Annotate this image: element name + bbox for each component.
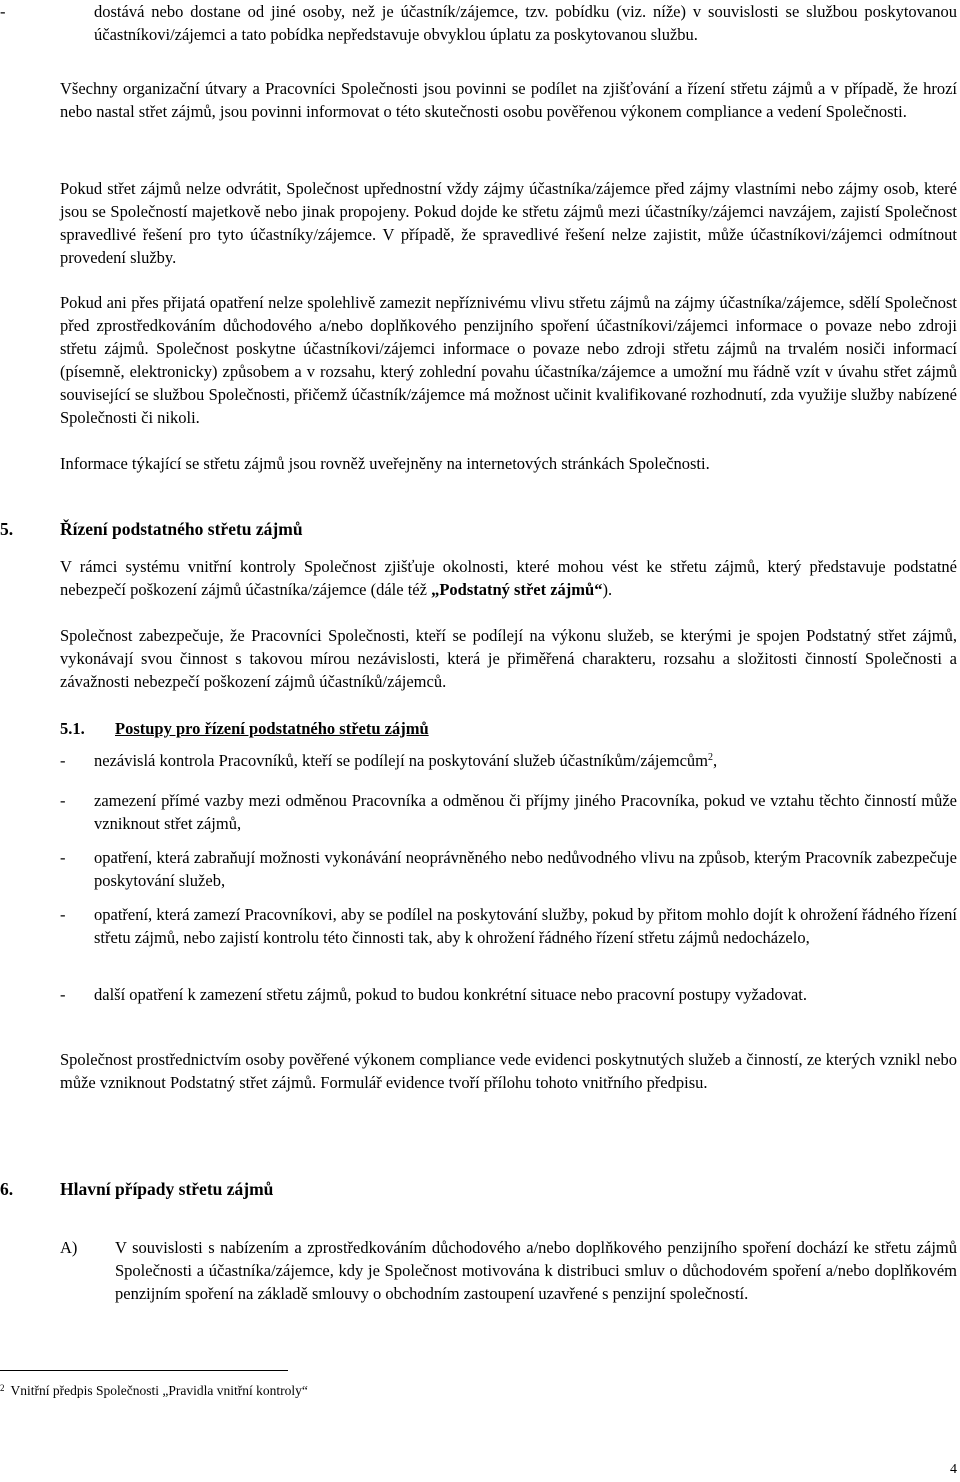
section-6-heading <box>0 1178 957 1204</box>
s5-p1-text: V rámci systému vnitřní kontroly Společnost zjišťuje okolnosti, které mohou vést ke střetu zájmů, který představuje podstatné nebezpečí poškození zájmů účastníka/zájemce (dále též <box>60 557 957 599</box>
list-dash: - <box>60 985 66 1004</box>
section-6-item-a <box>60 1236 957 1305</box>
footnote-separator <box>0 1370 288 1371</box>
s5-p1-tail: ). <box>602 580 613 599</box>
section-5-paragraph-1 <box>60 555 957 601</box>
list-item-text: zamezení přímé vazby mezi odměnou Pracovníka a odměnou či příjmy jiného Pracovníka, pokud ve vztahu těchto činností může vzniknout střet zájmů, <box>94 791 957 833</box>
footnote-text: Vnitřní předpis Společnosti „Pravidla vnitřní kontroly“ <box>10 1383 308 1398</box>
subsection-5-1-number: 5.1. <box>60 719 85 738</box>
list-item-body: nezávislá kontrola Pracovníků, kteří se podílejí na poskytování služeb účastníkům/zájemcům <box>94 751 709 770</box>
paragraph-disclosure: Pokud ani přes přijatá opatření nelze spolehlivě zamezit nepříznivému vlivu střetu zájmů na zájmy účastníka/zájemce, sdělí Společnost před zprostředkováním důchodového a/nebo doplňkového penzijního spoření účastníkovi/zájemci informace o povaze nebo zdroji střetu zájmů. Společnost poskytne účastníkovi/zájemci informace o povaze nebo zdroji střetu zájmů na trvalém nosiči informací (písemně, elektronicky) způsobem a v rozsahu, který zohlední povahu účastníka/zájemce a umožní mu řádně vzít v úvahu střet zájmů související se službou Společnosti, přičemž účastník/zájemce má možnost učinit kvalifikované rozhodnutí, zda využije služby nabízené Společnosti či nikoli. <box>60 293 957 427</box>
section-5-title: Řízení podstatného střetu zájmů <box>60 519 303 539</box>
list-item <box>0 983 957 1006</box>
list-item-text <box>94 749 957 772</box>
subsection-5-1-title: Postupy pro řízení podstatného střetu zájmů <box>115 719 429 738</box>
list-item <box>0 846 957 892</box>
section-5-heading <box>0 518 957 544</box>
list-item <box>0 789 957 835</box>
section-5-paragraph-2: Společnost zabezpečuje, že Pracovníci Společnosti, kteří se podílejí na výkonu služeb, se kterými je spojen Podstatný střet zájmů, vykonávají svou činnost s takovou mírou nezávislosti, která je přiměřená charakteru, rozsahu a složitosti činností Společnosti a závažnosti nebezpečí poškození zájmů účastníků/zájemců. <box>60 626 957 691</box>
list-item <box>0 903 957 949</box>
section-5-number: 5. <box>0 519 14 539</box>
item-a-marker: A) <box>60 1238 78 1257</box>
list-dash: - <box>60 905 66 924</box>
paragraph-organization-units: Všechny organizační útvary a Pracovníci Společnosti jsou povinni se podílet na zjišťování a řízení střetu zájmů a v případě, že hrozí nebo nastal střet zájmů, jsou povinni informovat o této skutečnosti osobu pověřenou výkonem compliance a vedení Společnosti. <box>60 79 957 121</box>
list-item-text: opatření, která zabraňují možnosti vykonávání neoprávněného nebo nedůvodného vlivu na způsob, kterým Pracovník zabezpečuje poskytování služeb, <box>94 848 957 890</box>
list-item-tail: , <box>713 751 718 770</box>
intro-list-item <box>0 0 957 46</box>
footnote <box>0 1379 308 1400</box>
paragraph-website-info: Informace týkající se střetu zájmů jsou rovněž uveřejněny na internetových stránkách Společnosti. <box>60 454 710 473</box>
page-number: 4 <box>950 1462 957 1477</box>
item-a-text: V souvislosti s nabízením a zprostředkováním důchodového a/nebo doplňkového penzijního spoření dochází ke střetu zájmů Společnosti a účastníka/zájemce, kdy je Společnost motivována k distribuci smluv o důchodovém spoření a/nebo doplňkovém penzijním spoření na základě smlouvy o obchodním zastoupení uzavřené s penzijní společností. <box>115 1238 957 1303</box>
list-dash: - <box>60 848 66 867</box>
intro-list-text: dostává nebo dostane od jiné osoby, než je účastník/zájemce, tzv. pobídku (viz. níže) v souvislosti se službou poskytovanou účastníkovi/zájemci a tato pobídka nepředstavuje obvyklou úplatu za poskytovanou službu. <box>94 2 957 44</box>
list-item-text: opatření, která zamezí Pracovníkovi, aby se podílel na poskytování služby, pokud by přitom mohlo dojít k ohrožení řádného řízení střetu zájmů, nebo zajistí kontrolu této činnosti tak, aby k ohrožení řádného řízení střetu zájmů nedocházelo, <box>94 905 957 947</box>
list-item <box>0 749 957 772</box>
section-6-title: Hlavní případy střetu zájmů <box>60 1179 274 1199</box>
s5-p1-defined-term: „Podstatný střet zájmů“ <box>431 580 603 599</box>
section-5-paragraph-3: Společnost prostřednictvím osoby pověřené výkonem compliance vede evidenci poskytnutých služeb a činností, ze kterých vznikl nebo může vzniknout Podstatný střet zájmů. Formulář evidence tvoří přílohu tohoto vnitřního předpisu. <box>60 1050 957 1092</box>
list-item-text: další opatření k zamezení střetu zájmů, pokud to budou konkrétní situace nebo pracovní postupy vyžadovat. <box>94 985 807 1004</box>
subsection-5-1-heading <box>60 717 429 740</box>
list-dash: - <box>0 2 6 21</box>
footnote-reference: 2 <box>708 752 714 763</box>
section-6-number: 6. <box>0 1179 14 1199</box>
list-dash: - <box>60 791 66 810</box>
list-dash: - <box>60 751 66 770</box>
paragraph-conflict-unavoidable: Pokud střet zájmů nelze odvrátit, Společnost upřednostní vždy zájmy účastníka/zájemce před zájmy vlastními nebo zájmy osob, které jsou se Společností majetkově nebo jinak propojeny. Pokud dojde ke střetu zájmů mezi účastníky/zájemci navzájem, zajistí Společnost spravedlivé řešení pro tyto účastníky/zájemce. V případě, že spravedlivé řešení nelze zajistit, může účastníkovi/zájemci odmítnout provedení služby. <box>60 179 957 267</box>
footnote-number: 2 <box>0 1383 5 1393</box>
